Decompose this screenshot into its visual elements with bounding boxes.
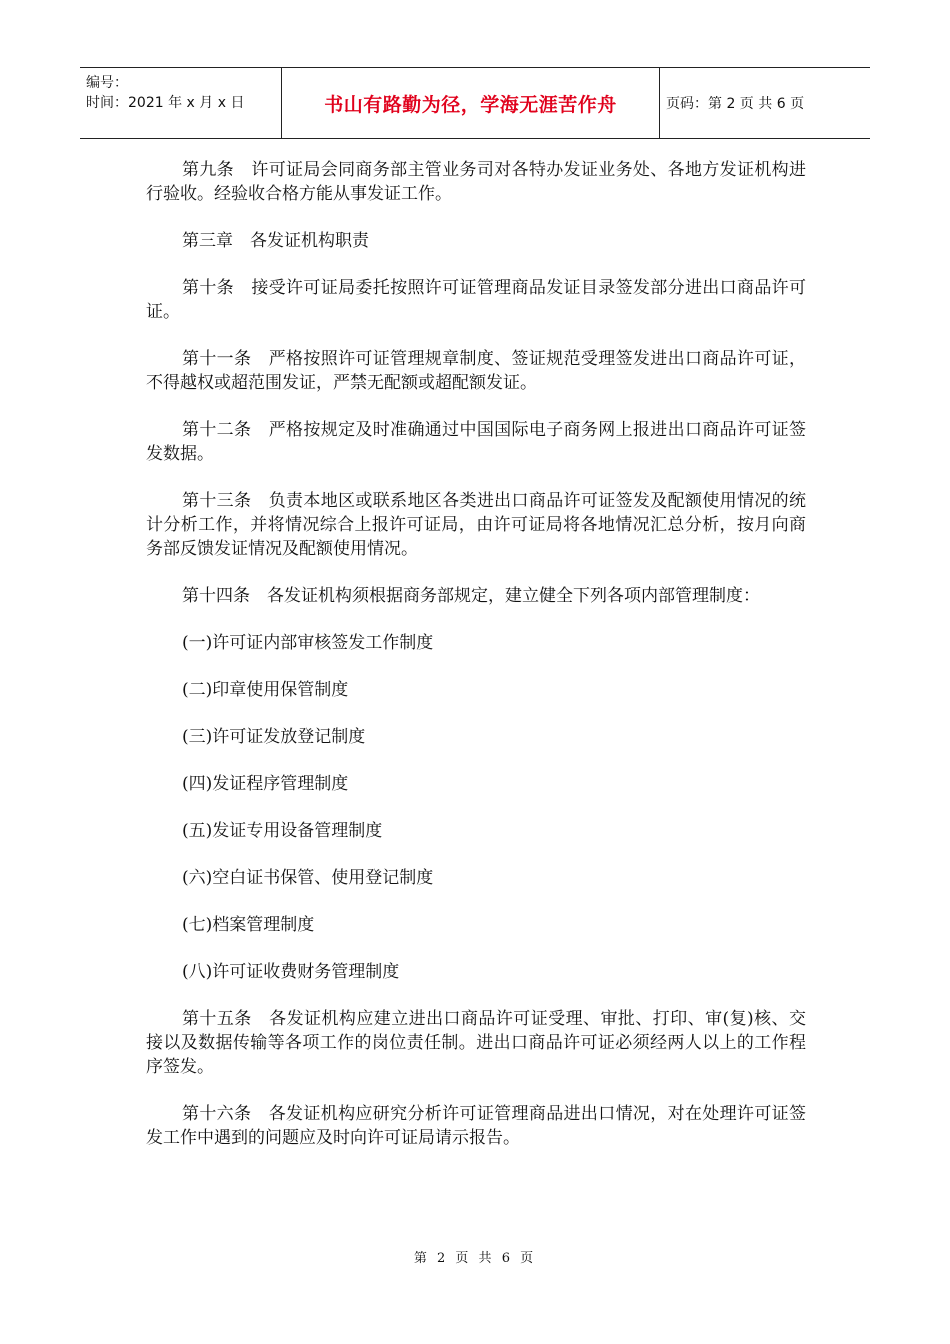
article-9: 第九条 许可证局会同商务部主管业务司对各特办发证业务处、各地方发证机构进行验收。经验收合格方能从事发证工作。 — [146, 160, 806, 204]
article-11: 第十一条 严格按照许可证管理规章制度、签证规范受理签发进出口商品许可证，不得越权或超范围发证，严禁无配额或超配额发证。 — [146, 349, 806, 393]
article-10: 第十条 接受许可证局委托按照许可证管理商品发证目录签发部分进出口商品许可证。 — [146, 278, 806, 322]
list-item: (七)档案管理制度 — [182, 915, 315, 935]
page-footer: 第 2 页 共 6 页 — [413, 1251, 537, 1266]
document-number-label: 编号： — [86, 75, 128, 91]
list-item: (六)空白证书保管、使用登记制度 — [182, 868, 434, 888]
article-15: 第十五条 各发证机构应建立进出口商品许可证受理、审批、打印、审(复)核、交接以及数据传输等各项工作的岗位责任制。进出口商品许可证必须经两人以上的工作程序签发。 — [146, 1009, 806, 1077]
list-item: (八)许可证收费财务管理制度 — [182, 962, 400, 982]
document-body — [146, 158, 806, 1173]
article-16: 第十六条 各发证机构应研究分析许可证管理商品进出口情况，对在处理许可证签发工作中遇到的问题应及时向许可证局请示报告。 — [146, 1104, 806, 1148]
header-meta — [80, 68, 282, 138]
list-item: (二)印章使用保管制度 — [182, 680, 349, 700]
list-item: (四)发证程序管理制度 — [182, 774, 349, 794]
list-item: (三)许可证发放登记制度 — [182, 727, 366, 747]
chapter-3-heading: 第三章 各发证机构职责 — [182, 231, 369, 251]
article-13: 第十三条 负责本地区或联系地区各类进出口商品许可证签发及配额使用情况的统计分析工作，并将情况综合上报许可证局，由许可证局将各地情况汇总分析，按月向商务部反馈发证情况及配额使用情况。 — [146, 491, 806, 559]
list-item: (一)许可证内部审核签发工作制度 — [182, 633, 434, 653]
list-item: (五)发证专用设备管理制度 — [182, 821, 383, 841]
article-14: 第十四条 各发证机构须根据商务部规定，建立健全下列各项内部管理制度： — [182, 586, 760, 606]
page-header — [80, 67, 870, 139]
header-motto: 书山有路勤为径，学海无涯苦作舟 — [282, 68, 660, 138]
document-time-label: 时间：2021 年 x 月 x 日 — [86, 95, 245, 111]
header-page-info: 页码：第 2 页 共 6 页 — [666, 96, 805, 112]
article-12: 第十二条 严格按规定及时准确通过中国国际电子商务网上报进出口商品许可证签发数据。 — [146, 420, 806, 464]
